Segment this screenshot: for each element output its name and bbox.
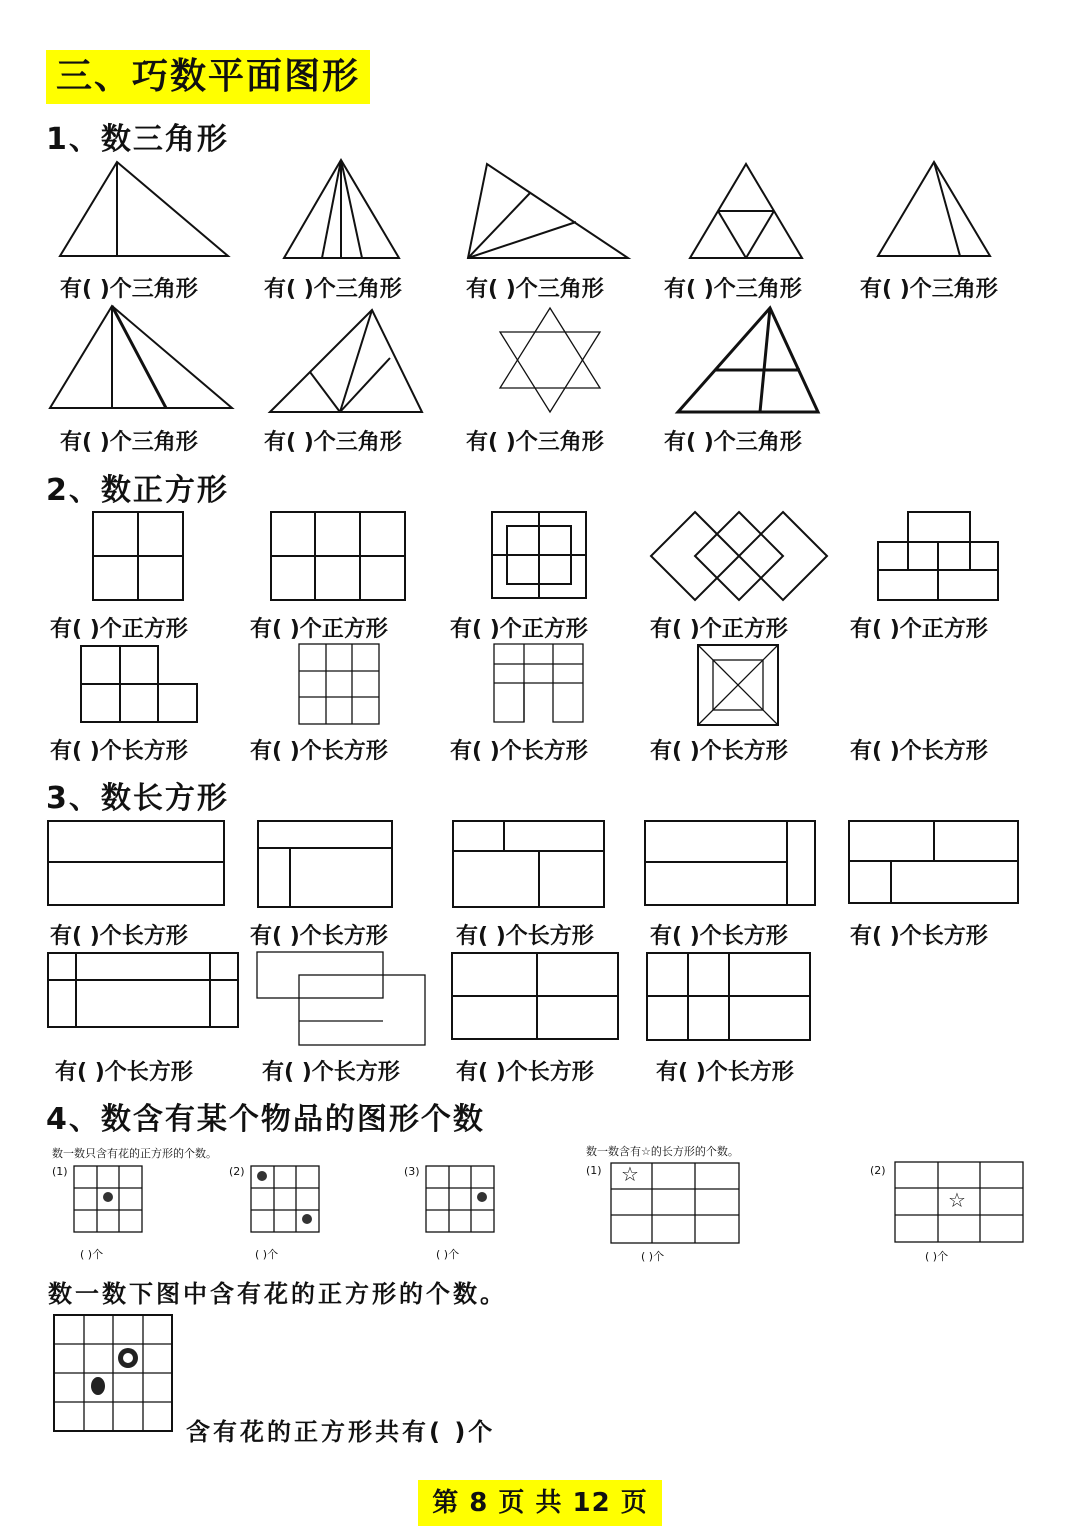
answer-label-rect-2: 有( )个长方形 [250,924,388,949]
flower-grid-3-number: (3) [404,1165,420,1178]
square-figure-3 [492,512,586,598]
square-figure-1 [93,512,183,600]
answer-label-square-5: 有( )个正方形 [850,617,988,642]
flower-grid-1-answer: ( )个 [80,1248,104,1261]
big-flower-grid [54,1315,172,1431]
answer-label-square-10: 有( )个长方形 [850,739,988,764]
answer-label-triangle-6: 有( )个三角形 [60,430,198,455]
star-grid-1-number: (1) [586,1164,602,1177]
triangle-figure-5 [878,162,990,256]
square-figure-2 [271,512,405,600]
rect-figure-8 [452,953,618,1039]
flower-grid-2-answer: ( )个 [255,1248,279,1261]
star-grid-2-number: (2) [870,1164,886,1177]
answer-label-triangle-7: 有( )个三角形 [264,430,402,455]
square-figure-4 [651,512,827,600]
square-figure-7 [299,644,379,724]
star-grid-1-answer: ( )个 [641,1250,665,1263]
triangle-figure-6 [50,306,232,408]
square-figure-6 [81,646,197,722]
flower-grid-2-number: (2) [229,1165,245,1178]
answer-label-rect-3: 有( )个长方形 [456,924,594,949]
star-icon-1: ☆ [621,1162,639,1186]
rect-figure-1 [48,821,224,905]
star-grid-2-answer: ( )个 [925,1250,949,1263]
star-icon-2: ☆ [948,1188,966,1212]
rect-figure-6 [48,953,238,1027]
section-heading-rectangles: 3、数长方形 [46,781,229,816]
triangle-figure-1 [60,162,228,256]
rect-figure-2 [258,821,392,907]
square-figure-8 [494,644,583,722]
answer-label-triangle-8: 有( )个三角形 [466,430,604,455]
answer-label-square-4: 有( )个正方形 [650,617,788,642]
flower-grid-3 [426,1166,494,1232]
flower-grid-1-number: (1) [52,1165,68,1178]
answer-label-square-3: 有( )个正方形 [450,617,588,642]
square-figure-9 [698,645,778,725]
rect-figure-5 [849,821,1018,903]
answer-label-square-7: 有( )个长方形 [250,739,388,764]
rect-figure-3 [453,821,604,907]
flower-instruction: 数一数只含有花的正方形的个数。 [52,1147,217,1160]
answer-label-rect-1: 有( )个长方形 [50,924,188,949]
triangle-figure-7 [270,310,422,412]
triangle-figure-9 [678,308,818,412]
answer-label-triangle-3: 有( )个三角形 [466,277,604,302]
answer-label-square-8: 有( )个长方形 [450,739,588,764]
answer-label-rect-6: 有( )个长方形 [55,1060,193,1085]
answer-label-rect-4: 有( )个长方形 [650,924,788,949]
rect-figure-9 [647,953,810,1040]
answer-label-rect-5: 有( )个长方形 [850,924,988,949]
flower-grid-1 [74,1166,142,1232]
section-heading-triangles: 1、数三角形 [46,122,229,157]
answer-label-rect-9: 有( )个长方形 [656,1060,794,1085]
answer-label-rect-7: 有( )个长方形 [262,1060,400,1085]
answer-label-triangle-4: 有( )个三角形 [664,277,802,302]
flower-grid-3-answer: ( )个 [436,1248,460,1261]
triangle-figure-2 [284,160,399,258]
answer-label-triangle-9: 有( )个三角形 [664,430,802,455]
page-title: 三、巧数平面图形 [46,50,370,104]
answer-label-square-9: 有( )个长方形 [650,739,788,764]
answer-label-square-2: 有( )个正方形 [250,617,388,642]
star-instruction: 数一数含有☆的长方形的个数。 [586,1145,739,1158]
answer-label-triangle-5: 有( )个三角形 [860,277,998,302]
rect-figure-4 [645,821,815,905]
page-number: 第 8 页 共 12 页 [418,1480,662,1526]
square-figure-5 [878,512,998,600]
flower-grid-2 [251,1166,319,1232]
answer-label-triangle-1: 有( )个三角形 [60,277,198,302]
section-heading-squares: 2、数正方形 [46,473,229,508]
rect-figure-7 [257,952,425,1045]
answer-label-triangle-2: 有( )个三角形 [264,277,402,302]
triangle-figure-4 [690,164,802,258]
section-heading-counting-items: 4、数含有某个物品的图形个数 [46,1102,485,1137]
answer-label-square-6: 有( )个长方形 [50,739,188,764]
answer-label-square-1: 有( )个正方形 [50,617,188,642]
answer-label-rect-8: 有( )个长方形 [456,1060,594,1085]
big-question: 数一数下图中含有花的正方形的个数。 [48,1280,507,1308]
triangle-figure-3 [468,164,628,258]
big-answer: 含有花的正方形共有( )个 [186,1418,496,1446]
triangle-figure-8-star [500,308,600,412]
